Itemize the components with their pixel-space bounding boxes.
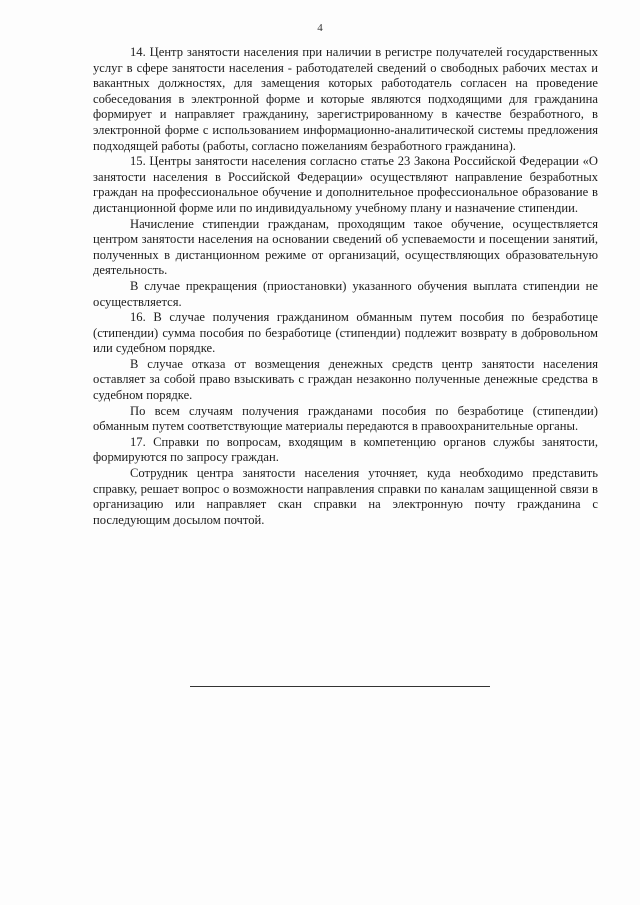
paragraph-15: 15. Центры занятости населения согласно статье 23 Закона Российской Федерации «О занятости населения в Российской Федерации» осуществляют направление безработных граждан на профессиональное обучение и дополнительное профессиональное образование в дистанционной форме или по индивидуальному учебному плану и назначение стипендии.	[93, 154, 598, 215]
paragraph-refusal-refund: В случае отказа от возмещения денежных средств центр занятости населения оставляет за собой право взыскивать с граждан незаконно полученные денежные средства в судебном порядке.	[93, 356, 598, 403]
paragraph-certificate-delivery: Сотрудник центра занятости населения уточняет, куда необходимо представить справку, решает вопрос о возможности направления справки по каналам защищенной связи в организацию или направляет скан справки на электронную почту гражданина с последующим досылом почтой.	[93, 466, 598, 527]
paragraph-16: 16. В случае получения гражданином обманным путем пособия по безработице (стипендии) сумма пособия по безработице (стипендии) подлежит возврату в добровольном или судебном порядке.	[93, 310, 598, 356]
document-body	[93, 45, 598, 528]
paragraph-14: 14. Центр занятости населения при наличии в регистре получателей государственных услуг в сфере занятости населения - работодателей сведений о свободных рабочих местах и вакантных должностях, для замещения которых работодатель согласен на проведение собеседования в электронной форме и которые являются подходящими для гражданина формирует и направляет гражданину, зарегистрированному в качестве безработного, в электронной форме с использованием информационно-аналитической системы предложения подходящей работы (работы, согласно пожеланиям безработного гражданина).	[93, 45, 598, 153]
paragraph-stipend-termination: В случае прекращения (приостановки) указанного обучения выплата стипендии не осуществляется.	[93, 278, 598, 309]
paragraph-stipend-accrual: Начисление стипендии гражданам, проходящим такое обучение, осуществляется центром занятости населения на основании сведений об успеваемости и посещении занятий, полученных в дистанционном режиме от организаций, осуществляющих образовательную деятельность.	[93, 216, 598, 278]
paragraph-law-enforcement: По всем случаям получения гражданами пособия по безработице (стипендии) обманным путем соответствующие материалы передаются в правоохранительные органы.	[93, 403, 598, 434]
page-number: 4	[317, 22, 323, 34]
paragraph-17: 17. Справки по вопросам, входящим в компетенцию органов службы занятости, формируются по запросу граждан.	[93, 434, 598, 465]
end-of-document-rule	[190, 686, 490, 687]
